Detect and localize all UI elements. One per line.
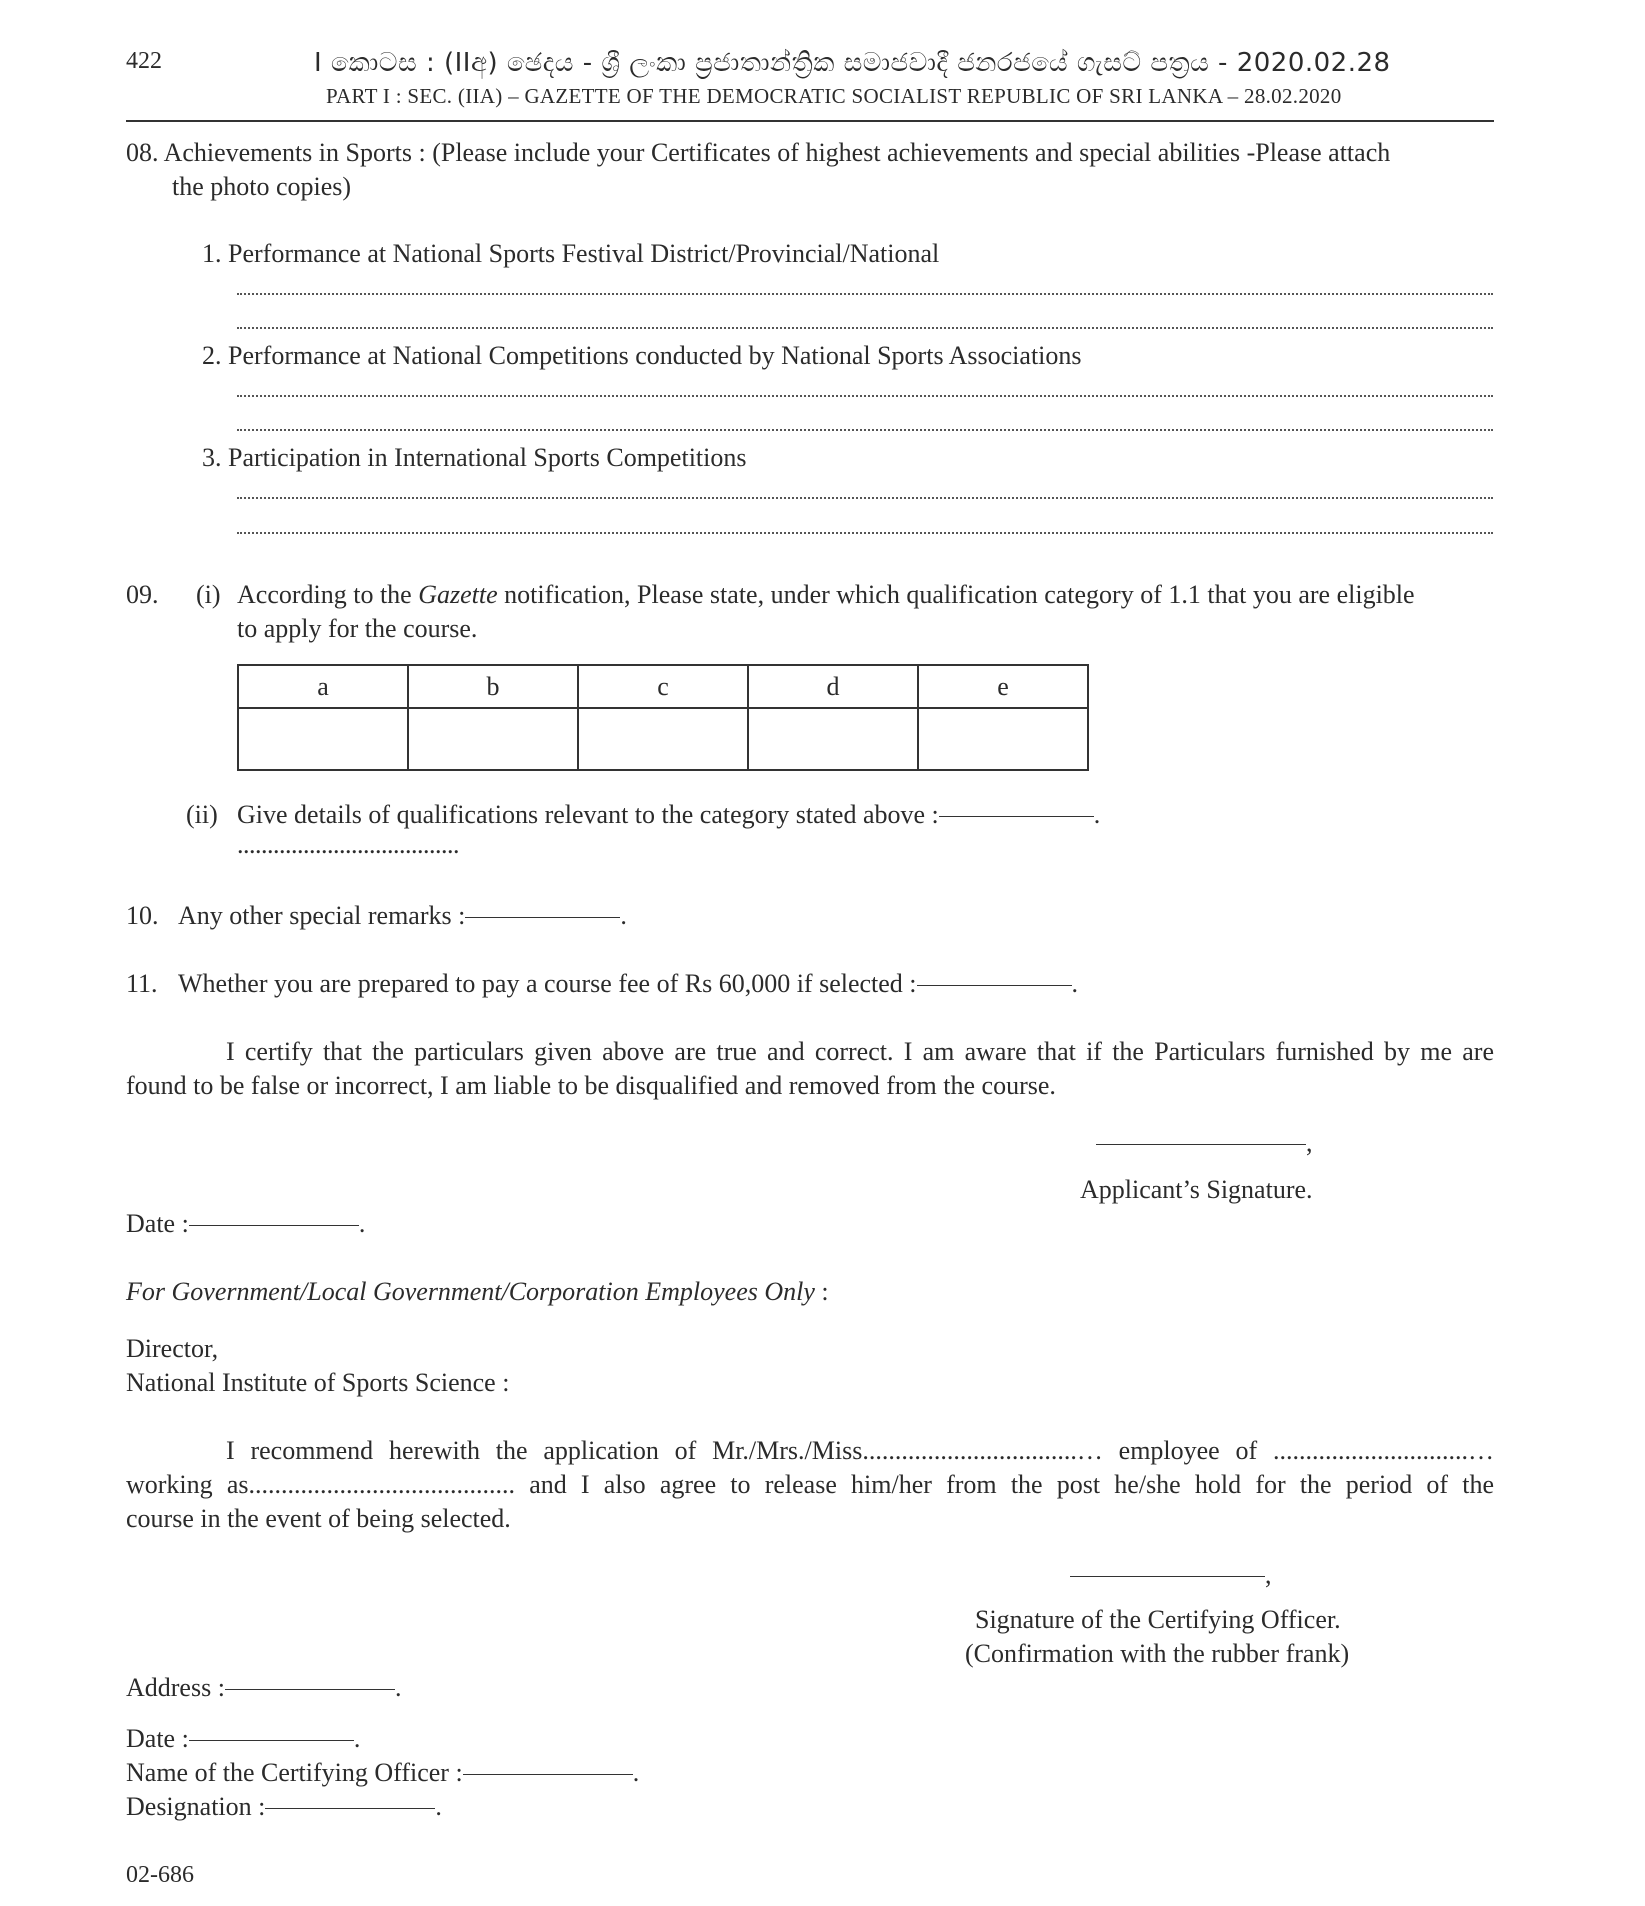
recommend-line-1: I recommend herewith the application of Mr./Mrs./Miss.................................… employee of ..............................… — [226, 1436, 1494, 1465]
category-cell-c[interactable] — [578, 708, 748, 770]
answer-line-3a[interactable] — [237, 497, 1493, 499]
q10-answer-line[interactable] — [465, 917, 620, 918]
answer-line-1b[interactable] — [237, 327, 1493, 329]
recommend-line-3: course in the event of being selected. — [126, 1504, 511, 1533]
officer-signature-line[interactable]: , — [1070, 1558, 1272, 1592]
gazette-title-sinhala: I කොටස : (IIඅ) ඡෙදය - ශ්‍රී ලංකා ප්‍රජාතාන්ත්‍රික සමාජවාදී ජනරජයේ ගැසට් පත්‍රය - 2020.02.28 — [314, 48, 1391, 78]
category-cell-d[interactable] — [748, 708, 918, 770]
answer-line-1a[interactable] — [237, 293, 1493, 295]
answer-line-2a[interactable] — [237, 395, 1493, 397]
q09-ii-row: Give details of qualifications relevant to the category stated above : . — [237, 800, 1101, 829]
date-label: Date : — [126, 1209, 189, 1238]
designation-row: Designation : . — [126, 1792, 442, 1821]
category-cell-a[interactable] — [238, 708, 408, 770]
gazette-italic: Gazette — [418, 580, 498, 609]
applicant-signature-line[interactable]: , — [1096, 1126, 1313, 1160]
q11-number: 11. — [126, 969, 158, 998]
q11-text: Whether you are prepared to pay a course fee of Rs 60,000 if selected : — [178, 969, 917, 998]
address-row: Address : . — [126, 1673, 402, 1702]
q08-heading-cont: the photo copies) — [172, 172, 352, 201]
page-number: 422 — [126, 48, 162, 74]
q09-ii-label: (ii) — [186, 800, 218, 829]
q10-number: 10. — [126, 901, 159, 930]
designation-label: Designation : — [126, 1792, 266, 1821]
q11-answer-line[interactable] — [917, 985, 1072, 986]
q08-item-2: 2. Performance at National Competitions conducted by National Sports Associations — [202, 341, 1082, 370]
officer-date-answer-line[interactable] — [189, 1740, 354, 1741]
institute-label: National Institute of Sports Science : — [126, 1368, 510, 1397]
officer-name-answer-line[interactable] — [463, 1774, 633, 1775]
officer-name-row: Name of the Certifying Officer : . — [126, 1758, 640, 1787]
q10-text: Any other special remarks : — [178, 901, 466, 930]
applicant-signature-label: Applicant’s Signature. — [1080, 1175, 1313, 1204]
certify-line-2: found to be false or incorrect, I am liable to be disqualified and removed from the course. — [126, 1071, 1056, 1100]
officer-date-label: Date : — [126, 1724, 189, 1753]
footer-code: 02-686 — [126, 1862, 194, 1888]
certify-line-1: I certify that the particulars given above are true and correct. I am aware that if the Particulars furnished by me are — [226, 1037, 1494, 1066]
q08-item-1: 1. Performance at National Sports Festival District/Provincial/National — [202, 239, 940, 268]
category-cell-e[interactable] — [918, 708, 1088, 770]
q09-ii-answer-line[interactable] — [939, 816, 1094, 817]
answer-line-2b[interactable] — [237, 429, 1493, 431]
officer-name-label: Name of the Certifying Officer : — [126, 1758, 463, 1787]
category-header-b: b — [408, 665, 578, 708]
answer-line-3b[interactable] — [237, 532, 1493, 534]
director-label: Director, — [126, 1334, 219, 1363]
q09-ii-text: Give details of qualifications relevant to the category stated above : — [237, 800, 939, 829]
q08-heading: 08. Achievements in Sports : (Please include your Certificates of highest achievements and special abilities -Please attach — [126, 138, 1391, 167]
q09-ii-dots: ..................................... — [237, 830, 459, 859]
officer-date-row: Date : . — [126, 1724, 361, 1753]
q09-i-label: (i) — [196, 580, 221, 609]
recommend-line-2: working as......................................... and I also agree to release him/her from the post he/she hold for the period of the — [126, 1470, 1494, 1499]
category-header-d: d — [748, 665, 918, 708]
q08-item-3: 3. Participation in International Sports Competitions — [202, 443, 747, 472]
category-cell-b[interactable] — [408, 708, 578, 770]
date-answer-line[interactable] — [189, 1225, 359, 1226]
officer-signature-label: Signature of the Certifying Officer. — [975, 1605, 1341, 1634]
designation-answer-line[interactable] — [265, 1808, 435, 1809]
address-label: Address : — [126, 1673, 225, 1702]
header-rule — [126, 120, 1494, 122]
address-answer-line[interactable] — [225, 1689, 395, 1690]
q09-number: 09. — [126, 580, 159, 609]
govt-employees-heading: For Government/Local Government/Corporation Employees Only : — [126, 1277, 829, 1306]
qualification-category-table — [237, 664, 1089, 771]
gazette-title-english: PART I : SEC. (IIA) – GAZETTE OF THE DEMOCRATIC SOCIALIST REPUBLIC OF SRI LANKA – 28.02.2020 — [326, 84, 1342, 108]
category-header-c: c — [578, 665, 748, 708]
officer-confirmation-label: (Confirmation with the rubber frank) — [965, 1639, 1350, 1668]
category-header-e: e — [918, 665, 1088, 708]
q09-i-text-cont: to apply for the course. — [237, 614, 478, 643]
q09-i-text: According to the Gazette notification, Please state, under which qualification category of 1.1 that you are eligible — [237, 580, 1415, 609]
date-row: Date : . — [126, 1209, 366, 1238]
category-header-a: a — [238, 665, 408, 708]
q11-row: Whether you are prepared to pay a course fee of Rs 60,000 if selected : . — [178, 969, 1079, 998]
q10-row: Any other special remarks : . — [178, 901, 627, 930]
